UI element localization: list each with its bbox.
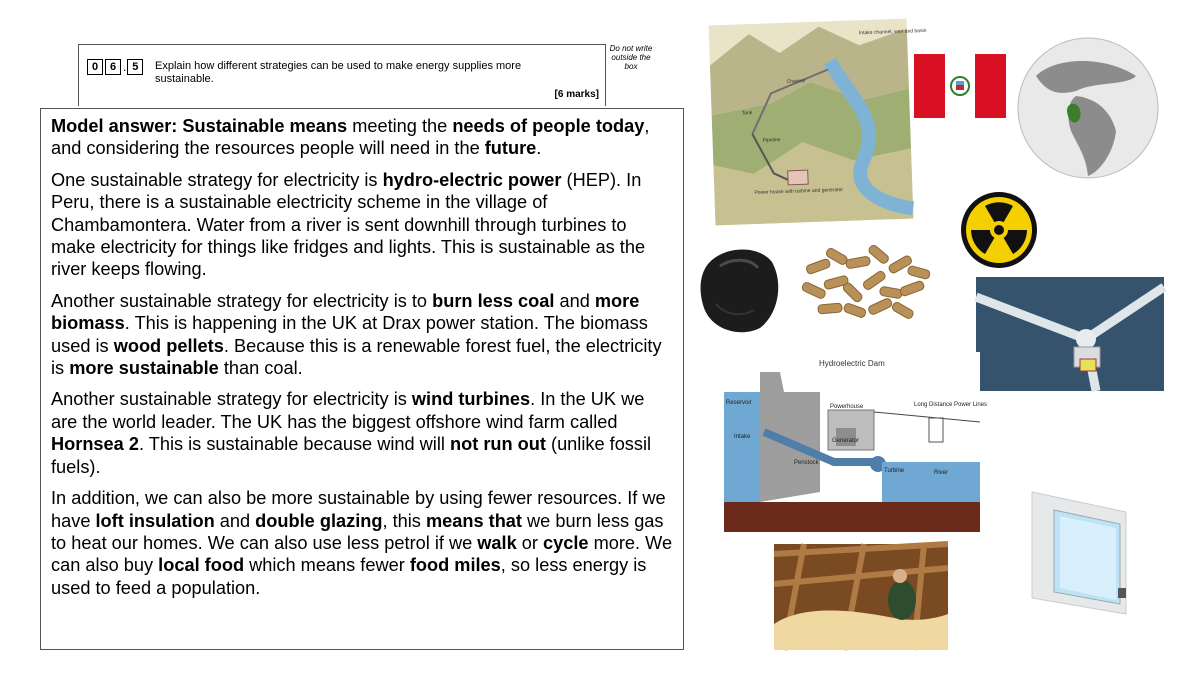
dam-label: Penstock — [794, 460, 819, 466]
radiation-icon — [959, 190, 1039, 270]
hep-label: Channel — [786, 78, 806, 85]
question-separator: . — [123, 60, 127, 74]
model-answer-box — [40, 108, 684, 650]
double-glazing-window-icon — [1030, 492, 1138, 614]
dam-label: Powerhouse — [830, 404, 864, 410]
hep-label: Power house with turbine and generator — [754, 186, 844, 197]
wind-turbine-photo — [976, 277, 1164, 391]
hep-label: Pipeline — [762, 137, 781, 144]
globe-peru-icon — [1016, 36, 1160, 180]
answer-paragraph-5: In addition, we can also be more sustainable by using fewer resources. If we have loft insulation and double glazing, this means that we burn less gas to heat our homes. We can also use less petrol if we walk or cycle more. We can also buy local food which means fewer food miles, so less energy is used to feed a population. — [51, 488, 673, 598]
hydroelectric-dam-diagram — [724, 352, 988, 532]
hep-label: Intake channel, weir and basin — [858, 27, 927, 37]
dam-label: Reservoir — [726, 400, 752, 406]
dam-label: River — [934, 470, 949, 476]
hep-label: Tank — [741, 110, 753, 117]
question-text: Explain how different strategies can be used to make energy supplies more sustainable. — [155, 60, 522, 85]
loft-insulation-photo — [774, 544, 948, 650]
peru-flag-icon — [914, 54, 1006, 118]
exam-question-box — [78, 44, 606, 106]
question-digit: 6 — [105, 59, 121, 75]
question-digit: 0 — [87, 59, 103, 75]
question-digit: 5 — [127, 59, 143, 75]
margin-note: Do not write outside the box — [609, 44, 653, 71]
wood-pellets-icon — [796, 242, 944, 326]
question-marks: [6 marks] — [554, 89, 599, 100]
answer-paragraph-3: Another sustainable strategy for electricity is to burn less coal and more biomass. This is happening in the UK at Drax power station. The biomass used is wood pellets. Because this is a renewable forest fuel, the electricity is more sustainable than coal. — [51, 290, 662, 379]
coal-icon — [698, 244, 782, 336]
dam-title: Hydroelectric Dam — [819, 359, 885, 368]
answer-paragraph-4: Another sustainable strategy for electricity is wind turbines. In the UK we are the world leader. The UK has the biggest offshore wind farm called Hornsea 2. This is sustainable because wind will not run out (unlike fossil fuels). — [51, 389, 652, 477]
dam-label: Long Distance Power Lines — [914, 402, 988, 408]
dam-label: Turbine — [884, 468, 905, 474]
answer-paragraph-2: One sustainable strategy for electricity is hydro-electric power (HEP). In Peru, there is a sustainable electricity scheme in the village of Chambamontera. Water from a river is sent downhill through turbines to make electricity for things like fridges and lights. This is sustainable as the river keeps flowing. — [51, 169, 646, 280]
question-number — [87, 59, 145, 75]
answer-paragraph-1: Model answer: Sustainable means meeting the needs of people today, and considering the resources people will need in the future. — [51, 116, 650, 159]
dam-label: Intake — [734, 434, 751, 440]
dam-label: Generator — [832, 438, 860, 444]
hep-valley-diagram — [712, 22, 927, 222]
